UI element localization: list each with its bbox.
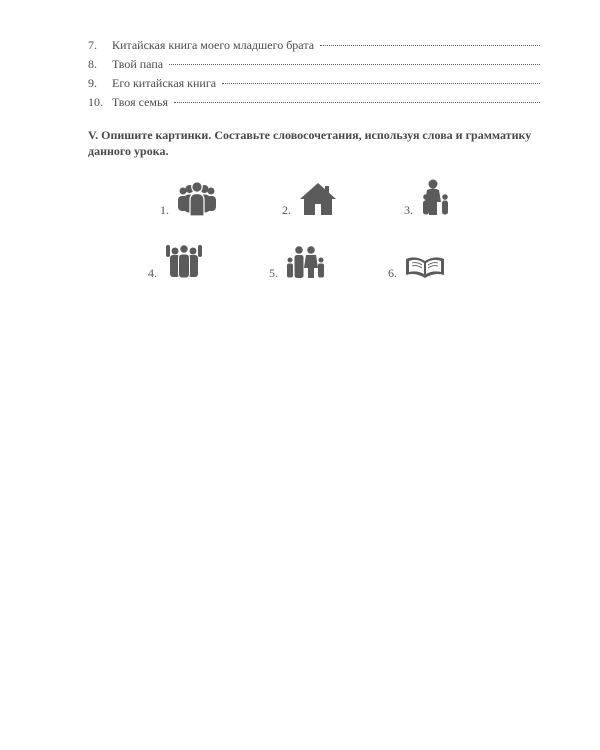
- answer-line: [174, 101, 540, 103]
- picture-item-5: [269, 245, 326, 279]
- open-book-icon: [405, 255, 445, 279]
- list-item: [88, 74, 540, 93]
- list-item: [88, 36, 540, 55]
- item-text: Твой папа: [112, 57, 164, 71]
- picture-number: 1.: [160, 203, 169, 217]
- house-icon: [299, 182, 337, 216]
- picture-number: 6.: [388, 266, 397, 280]
- item-text: Китайская книга моего младшего брата: [112, 38, 315, 52]
- picture-item-3: [404, 178, 451, 216]
- picture-item-4: [148, 243, 203, 279]
- picture-number: 4.: [148, 266, 157, 280]
- parent-with-children-icon: [421, 178, 451, 216]
- group-of-people-icon: [177, 180, 217, 216]
- picture-item-2: [282, 182, 337, 216]
- item-number: 9.: [88, 76, 97, 90]
- answer-line: [320, 44, 540, 46]
- item-number: 10.: [88, 95, 103, 109]
- picture-number: 3.: [404, 203, 413, 217]
- picture-item-1: [160, 180, 217, 216]
- answer-line: [169, 63, 540, 65]
- answer-line: [222, 82, 540, 84]
- picture-item-6: [388, 255, 445, 279]
- item-text: Твоя семья: [112, 95, 168, 109]
- item-number: 8.: [88, 57, 97, 71]
- item-number: 7.: [88, 38, 97, 52]
- list-item: [88, 55, 540, 74]
- picture-number: 2.: [282, 203, 291, 217]
- picture-number: 5.: [269, 266, 278, 280]
- list-item: [88, 93, 540, 112]
- task-heading: V. Опишите картинки. Составьте словосочетания, используя слова и грамматику данного урока.: [88, 128, 532, 158]
- item-text: Его китайская книга: [112, 76, 217, 90]
- exercise-list: [88, 36, 540, 112]
- family-icon: [286, 245, 326, 279]
- people-waving-icon: [165, 243, 203, 279]
